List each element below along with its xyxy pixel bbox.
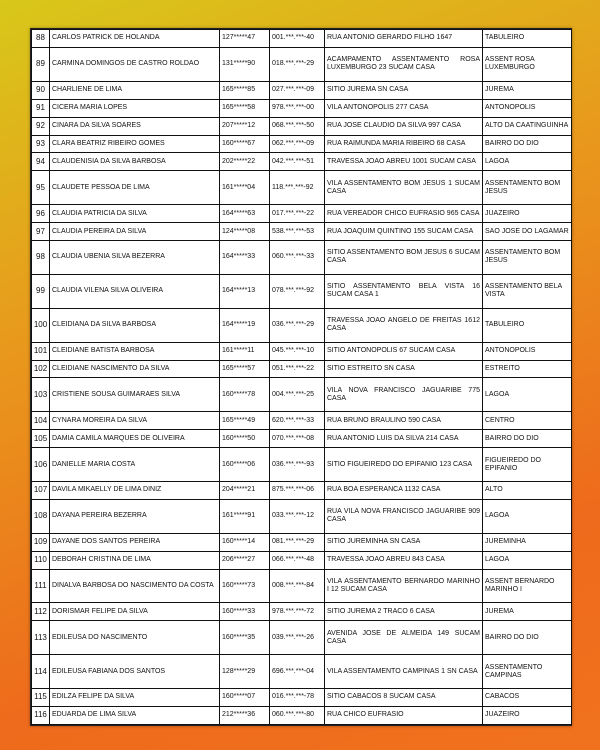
table-row [32,603,572,621]
table-row [32,448,572,482]
nis-number: 164*****19 [220,308,270,342]
row-number: 102 [32,360,50,378]
row-number: 116 [32,706,50,724]
beneficiary-name: DAYANE DOS SANTOS PEREIRA [50,533,220,551]
nis-number: 202*****22 [220,153,270,171]
table-row [32,655,572,689]
beneficiary-name: DORISMAR FELIPE DA SILVA [50,603,220,621]
locality: JUREMA [483,603,572,621]
table-row [32,360,572,378]
address: RUA VILA NOVA FRANCISCO JAGUARIBE 909 CASA [325,499,483,533]
cpf-number: 036.***.***-93 [270,448,325,482]
locality: ANTONOPOLIS [483,342,572,360]
beneficiary-name: CARLOS PATRICK DE HOLANDA [50,30,220,48]
cpf-number: 118.***.***-92 [270,171,325,205]
table-row [32,378,572,412]
table-row [32,81,572,99]
table-row [32,308,572,342]
beneficiary-name: DINALVA BARBOSA DO NASCIMENTO DA COSTA [50,569,220,603]
beneficiary-name: CLAUDENISIA DA SILVA BARBOSA [50,153,220,171]
nis-number: 165*****58 [220,99,270,117]
cpf-number: 008.***.***-84 [270,569,325,603]
nis-number: 131*****90 [220,47,270,81]
beneficiary-name: CLEIDIANE BATISTA BARBOSA [50,342,220,360]
cpf-number: 066.***.***-48 [270,551,325,569]
locality: SAO JOSE DO LAGAMAR [483,223,572,241]
beneficiary-name: CLAUDIA PATRICIA DA SILVA [50,205,220,223]
locality: BAIRRO DO DIO [483,135,572,153]
beneficiary-name: CICERA MARIA LOPES [50,99,220,117]
nis-number: 165*****57 [220,360,270,378]
nis-number: 128*****29 [220,655,270,689]
beneficiary-name: DAMIA CAMILA MARQUES DE OLIVEIRA [50,430,220,448]
address: RUA RAIMUNDA MARIA RIBEIRO 68 CASA [325,135,483,153]
row-number: 109 [32,533,50,551]
locality: LAGOA [483,378,572,412]
table-row [32,533,572,551]
locality: JUAZEIRO [483,205,572,223]
table-row [32,99,572,117]
address: VILA NOVA FRANCISCO JAGUARIBE 775 CASA [325,378,483,412]
cpf-number: 016.***.***-78 [270,689,325,707]
nis-number: 160*****35 [220,621,270,655]
locality: CABACOS [483,689,572,707]
row-number: 93 [32,135,50,153]
beneficiary-name: CLEIDIANA DA SILVA BARBOSA [50,308,220,342]
table-row [32,47,572,81]
cpf-number: 078.***.***-92 [270,274,325,308]
nis-number: 160*****14 [220,533,270,551]
table-row [32,621,572,655]
nis-number: 127*****47 [220,30,270,48]
cpf-number: 062.***.***-09 [270,135,325,153]
address: RUA ANTONIO GERARDO FILHO 1647 [325,30,483,48]
row-number: 106 [32,448,50,482]
locality: BAIRRO DO DIO [483,430,572,448]
nis-number: 165*****49 [220,412,270,430]
beneficiary-name: DEBORAH CRISTINA DE LIMA [50,551,220,569]
address: TRAVESSA JOAO ABREU 843 CASA [325,551,483,569]
address: SITIO FIGUEIREDO DO EPIFANIO 123 CASA [325,448,483,482]
locality: TABULEIRO [483,30,572,48]
row-number: 105 [32,430,50,448]
address: SITIO ANTONOPOLIS 67 SUCAM CASA [325,342,483,360]
nis-number: 161*****11 [220,342,270,360]
cpf-number: 004.***.***-25 [270,378,325,412]
beneficiary-list-page [30,28,572,726]
address: SITIO JUREMINHA SN CASA [325,533,483,551]
beneficiary-name: CLAUDETE PESSOA DE LIMA [50,171,220,205]
address: SITIO JUREMA SN CASA [325,81,483,99]
address: RUA JOAQUIM QUINTINO 155 SUCAM CASA [325,223,483,241]
address: VILA ASSENTAMENTO CAMPINAS 1 SN CASA [325,655,483,689]
address: TRAVESSA JOAO ABREU 1001 SUCAM CASA [325,153,483,171]
cpf-number: 978.***.***-72 [270,603,325,621]
cpf-number: 001.***.***-40 [270,30,325,48]
cpf-number: 042.***.***-51 [270,153,325,171]
address: RUA VEREADOR CHICO EUFRASIO 965 CASA [325,205,483,223]
address: ACAMPAMENTO ASSENTAMENTO ROSA LUXEMBURGO 23 SUCAM CASA [325,47,483,81]
beneficiary-name: EDILZA FELIPE DA SILVA [50,689,220,707]
cpf-number: 018.***.***-29 [270,47,325,81]
locality: LAGOA [483,551,572,569]
beneficiary-name: DANIELLE MARIA COSTA [50,448,220,482]
cpf-number: 039.***.***-26 [270,621,325,655]
row-number: 103 [32,378,50,412]
row-number: 115 [32,689,50,707]
table-row [32,551,572,569]
beneficiary-table [31,29,572,725]
cpf-number: 068.***.***-50 [270,117,325,135]
beneficiary-name: CLAUDIA PEREIRA DA SILVA [50,223,220,241]
cpf-number: 017.***.***-22 [270,205,325,223]
address: AVENIDA JOSE DE ALMEIDA 149 SUCAM CASA [325,621,483,655]
row-number: 98 [32,241,50,275]
locality: JUREMINHA [483,533,572,551]
cpf-number: 051.***.***-22 [270,360,325,378]
table-body [32,30,572,725]
table-row [32,205,572,223]
row-number: 91 [32,99,50,117]
locality: TABULEIRO [483,308,572,342]
nis-number: 204*****21 [220,481,270,499]
locality: ASSENTAMENTO BOM JESUS [483,241,572,275]
row-number: 96 [32,205,50,223]
address: TRAVESSA JOAO ANGELO DE FREITAS 1612 CASA [325,308,483,342]
locality: ASSENT BERNARDO MARINHO I [483,569,572,603]
table-row [32,153,572,171]
beneficiary-name: EDILEUSA DO NASCIMENTO [50,621,220,655]
nis-number: 124*****08 [220,223,270,241]
beneficiary-name: CLAUDIA VILENA SILVA OLIVEIRA [50,274,220,308]
address: SITIO ASSENTAMENTO BOM JESUS 6 SUCAM CASA [325,241,483,275]
row-number: 97 [32,223,50,241]
table-row [32,481,572,499]
nis-number: 207*****12 [220,117,270,135]
nis-number: 161*****04 [220,171,270,205]
address: VILA ANTONOPOLIS 277 CASA [325,99,483,117]
row-number: 113 [32,621,50,655]
locality: ASSENTAMENTO CAMPINAS [483,655,572,689]
cpf-number: 027.***.***-09 [270,81,325,99]
beneficiary-name: CLAUDIA UBENIA SILVA BEZERRA [50,241,220,275]
row-number: 89 [32,47,50,81]
table-row [32,706,572,724]
table-row [32,171,572,205]
row-number: 111 [32,569,50,603]
table-row [32,30,572,48]
address: RUA ANTONIO LUIS DA SILVA 214 CASA [325,430,483,448]
nis-number: 160*****33 [220,603,270,621]
row-number: 92 [32,117,50,135]
beneficiary-name: DAYANA PEREIRA BEZERRA [50,499,220,533]
nis-number: 160*****07 [220,689,270,707]
table-row [32,135,572,153]
table-row [32,689,572,707]
nis-number: 164*****13 [220,274,270,308]
nis-number: 160*****06 [220,448,270,482]
cpf-number: 696.***.***-04 [270,655,325,689]
locality: CENTRO [483,412,572,430]
nis-number: 160*****67 [220,135,270,153]
row-number: 104 [32,412,50,430]
address: SITIO ESTREITO SN CASA [325,360,483,378]
cpf-number: 538.***.***-53 [270,223,325,241]
locality: JUREMA [483,81,572,99]
locality: ASSENTAMENTO BOM JESUS [483,171,572,205]
cpf-number: 978.***.***-00 [270,99,325,117]
beneficiary-name: EDILEUSA FABIANA DOS SANTOS [50,655,220,689]
cpf-number: 875.***.***-06 [270,481,325,499]
row-number: 108 [32,499,50,533]
row-number: 114 [32,655,50,689]
beneficiary-name: DAVILA MIKAELLY DE LIMA DINIZ [50,481,220,499]
locality: BAIRRO DO DIO [483,621,572,655]
locality: ESTREITO [483,360,572,378]
cpf-number: 033.***.***-12 [270,499,325,533]
row-number: 88 [32,30,50,48]
locality: ALTO [483,481,572,499]
table-row [32,223,572,241]
address: SITIO ASSENTAMENTO BELA VISTA 16 SUCAM CASA 1 [325,274,483,308]
locality: JUAZEIRO [483,706,572,724]
row-number: 101 [32,342,50,360]
row-number: 107 [32,481,50,499]
address: RUA JOSE CLAUDIO DA SILVA 997 CASA [325,117,483,135]
row-number: 90 [32,81,50,99]
beneficiary-name: EDUARDA DE LIMA SILVA [50,706,220,724]
beneficiary-name: CINARA DA SILVA SOARES [50,117,220,135]
table-row [32,117,572,135]
beneficiary-name: CHARLIENE DE LIMA [50,81,220,99]
nis-number: 160*****50 [220,430,270,448]
beneficiary-name: CLEIDIANE NASCIMENTO DA SILVA [50,360,220,378]
row-number: 95 [32,171,50,205]
address: SITIO CABACOS 8 SUCAM CASA [325,689,483,707]
row-number: 94 [32,153,50,171]
row-number: 99 [32,274,50,308]
beneficiary-name: CYNARA MOREIRA DA SILVA [50,412,220,430]
row-number: 110 [32,551,50,569]
address: VILA ASSENTAMENTO BERNARDO MARINHO I 12 SUCAM CASA [325,569,483,603]
row-number: 112 [32,603,50,621]
table-row [32,569,572,603]
locality: ASSENT ROSA LUXEMBURGO [483,47,572,81]
table-row [32,241,572,275]
nis-number: 164*****63 [220,205,270,223]
locality: LAGOA [483,499,572,533]
nis-number: 164*****33 [220,241,270,275]
row-number: 100 [32,308,50,342]
locality: ALTO DA CAATINGUINHA [483,117,572,135]
address: RUA BRUNO BRAULINO 590 CASA [325,412,483,430]
cpf-number: 070.***.***-08 [270,430,325,448]
nis-number: 161*****91 [220,499,270,533]
beneficiary-name: CRISTIENE SOUSA GUIMARAES SILVA [50,378,220,412]
address: RUA CHICO EUFRASIO [325,706,483,724]
locality: LAGOA [483,153,572,171]
locality: ANTONOPOLIS [483,99,572,117]
cpf-number: 620.***.***-33 [270,412,325,430]
nis-number: 160*****78 [220,378,270,412]
table-row [32,342,572,360]
nis-number: 160*****73 [220,569,270,603]
table-row [32,412,572,430]
beneficiary-name: CARMINA DOMINGOS DE CASTRO ROLDAO [50,47,220,81]
table-row [32,274,572,308]
locality: FIGUEIREDO DO EPIFANIO [483,448,572,482]
beneficiary-name: CLARA BEATRIZ RIBEIRO GOMES [50,135,220,153]
table-row [32,499,572,533]
locality: ASSENTAMENTO BELA VISTA [483,274,572,308]
cpf-number: 045.***.***-10 [270,342,325,360]
cpf-number: 081.***.***-29 [270,533,325,551]
cpf-number: 060.***.***-33 [270,241,325,275]
nis-number: 206*****27 [220,551,270,569]
address: RUA BOA ESPERANCA 1132 CASA [325,481,483,499]
address: VILA ASSENTAMENTO BOM JESUS 1 SUCAM CASA [325,171,483,205]
nis-number: 165*****85 [220,81,270,99]
table-row [32,430,572,448]
nis-number: 212*****36 [220,706,270,724]
cpf-number: 036.***.***-29 [270,308,325,342]
address: SITIO JUREMA 2 TRACO 6 CASA [325,603,483,621]
cpf-number: 060.***.***-80 [270,706,325,724]
